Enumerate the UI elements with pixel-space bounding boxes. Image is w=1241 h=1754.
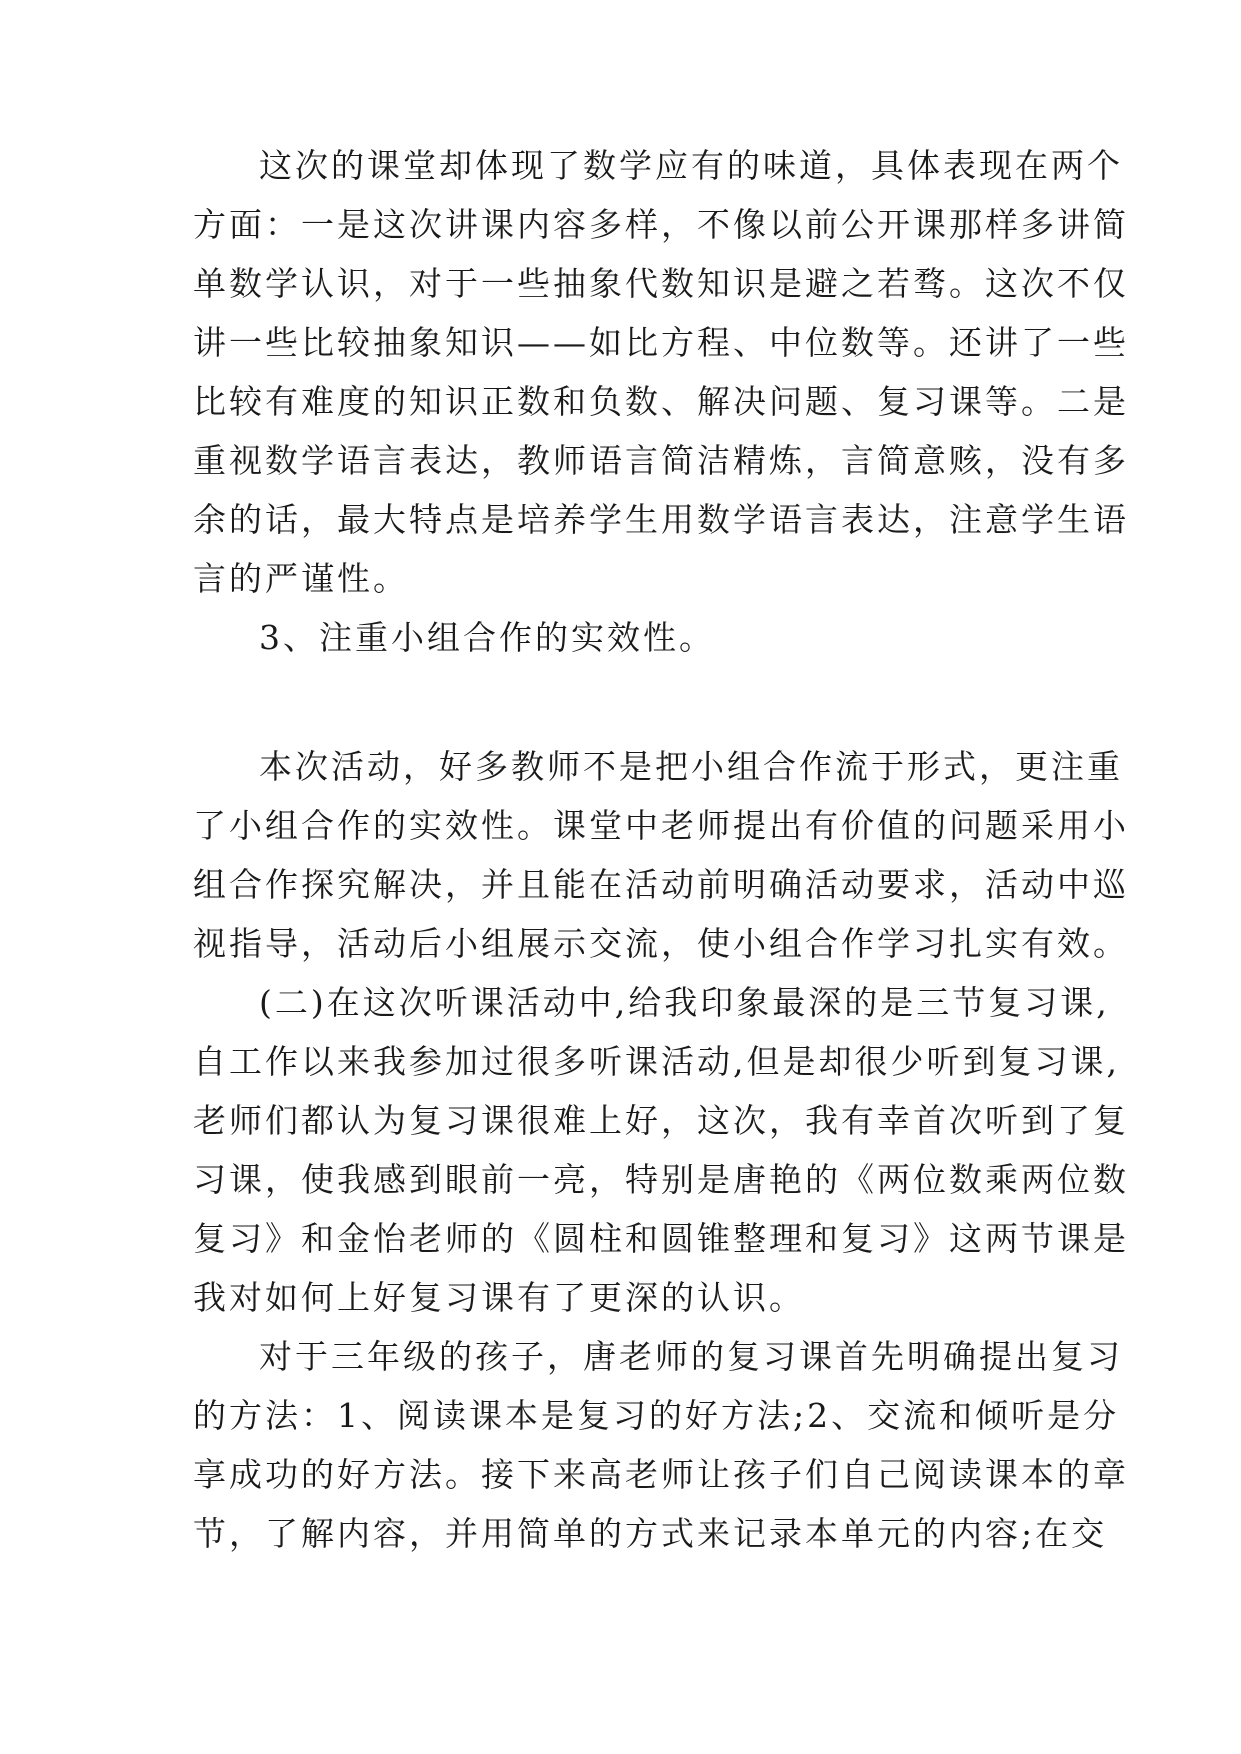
paragraph-math-flavor <box>193 136 1129 667</box>
text-line: 讲一些比较抽象知识——如比方程、中位数等。还讲了一些 <box>193 323 1129 362</box>
paragraph-group-cooperation <box>193 737 1129 1563</box>
text-line: 本次活动，好多教师不是把小组合作流于形式，更注重 <box>259 747 1123 786</box>
text-line: 享成功的好方法。接下来高老师让孩子们自己阅读课本的章 <box>193 1455 1129 1494</box>
text-line: 重视数学语言表达，教师语言简洁精炼，言简意赅，没有多 <box>193 441 1129 480</box>
text-line: 方面：一是这次讲课内容多样，不像以前公开课那样多讲简 <box>193 205 1129 244</box>
section-heading: 3、注重小组合作的实效性。 <box>259 618 715 657</box>
text-line: 组合作探究解决，并且能在活动前明确活动要求，活动中巡 <box>193 865 1129 904</box>
text-line: 对于三年级的孩子，唐老师的复习课首先明确提出复习 <box>259 1337 1123 1376</box>
text-line: 了小组合作的实效性。课堂中老师提出有价值的问题采用小 <box>193 806 1129 845</box>
text-line: 比较有难度的知识正数和负数、解决问题、复习课等。二是 <box>193 382 1129 421</box>
text-line: 余的话，最大特点是培养学生用数学语言表达，注意学生语 <box>193 500 1129 539</box>
text-line: 节，了解内容，并用简单的方式来记录本单元的内容;在交 <box>193 1514 1108 1553</box>
text-line: 单数学认识，对于一些抽象代数知识是避之若骛。这次不仅 <box>193 264 1129 303</box>
text-line: 自工作以来我参加过很多听课活动,但是却很少听到复习课, <box>193 1042 1120 1081</box>
text-line: (二)在这次听课活动中,给我印象最深的是三节复习课, <box>259 983 1110 1022</box>
text-line: 复习》和金怡老师的《圆柱和圆锥整理和复习》这两节课是 <box>193 1219 1129 1258</box>
text-line: 的方法：1、阅读课本是复习的好方法;2、交流和倾听是分 <box>193 1396 1120 1435</box>
text-line: 我对如何上好复习课有了更深的认识。 <box>193 1278 805 1317</box>
text-line: 视指导，活动后小组展示交流，使小组合作学习扎实有效。 <box>193 924 1129 963</box>
text-line: 这次的课堂却体现了数学应有的味道，具体表现在两个 <box>259 146 1123 185</box>
text-line: 习课，使我感到眼前一亮，特别是唐艳的《两位数乘两位数 <box>193 1160 1129 1199</box>
text-line: 老师们都认为复习课很难上好，这次，我有幸首次听到了复 <box>193 1101 1129 1140</box>
text-line: 言的严谨性。 <box>193 559 409 598</box>
